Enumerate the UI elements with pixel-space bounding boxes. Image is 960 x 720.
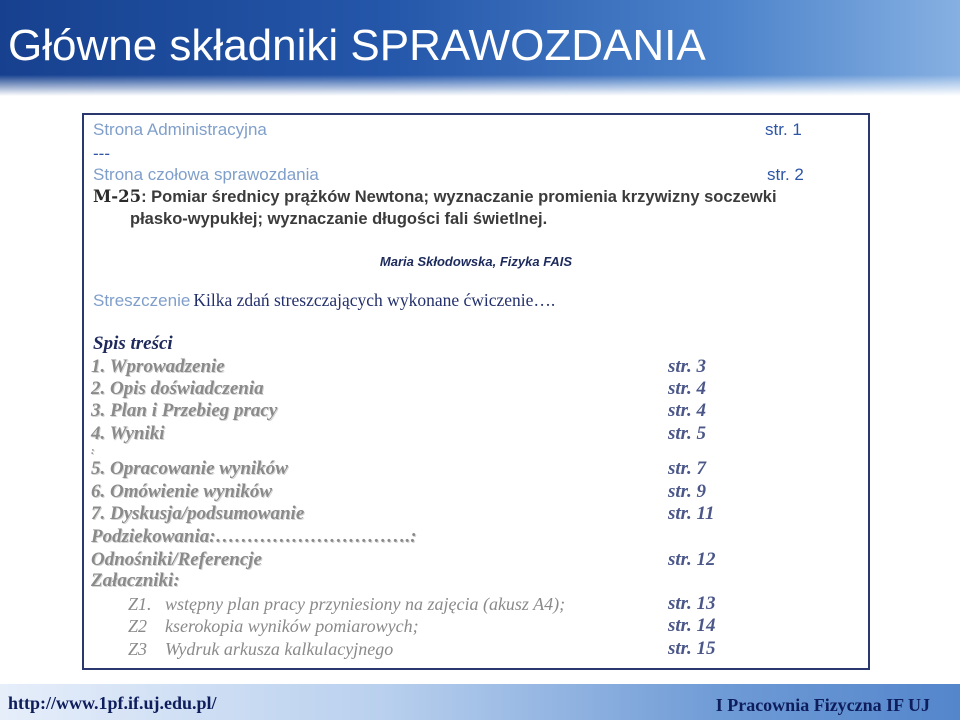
toc-item bbox=[91, 423, 791, 445]
toc-item bbox=[91, 549, 791, 571]
toc-item-label: 2. Opis doświadczenia bbox=[91, 378, 264, 399]
toc-item-label: 3. Plan i Przebieg pracy bbox=[91, 400, 278, 421]
toc-item-page: str. 7 bbox=[668, 458, 707, 479]
title-bar bbox=[0, 0, 960, 96]
toc-item-label: 5. Opracowanie wyników bbox=[91, 458, 288, 479]
abstract-line bbox=[93, 290, 555, 312]
attachment-page: str. 15 bbox=[668, 638, 716, 659]
toc-item-label: 1. Wprowadzenie bbox=[91, 356, 225, 377]
toc-item bbox=[91, 570, 791, 592]
toc-item bbox=[91, 446, 791, 458]
toc-item-label: Podziekowania:………………………….: bbox=[91, 526, 417, 547]
toc-item-page: str. 4 bbox=[668, 378, 707, 399]
attachment-code: Z3 bbox=[128, 639, 148, 659]
toc-item-label: Załaczniki: bbox=[91, 570, 180, 591]
experiment-title-line-1 bbox=[93, 186, 777, 208]
toc-item bbox=[91, 400, 791, 422]
toc-item-label: 4. Wyniki bbox=[91, 423, 165, 444]
toc-item-page: str. 9 bbox=[668, 481, 707, 502]
toc-item bbox=[91, 378, 791, 400]
toc-item-label: : bbox=[91, 446, 95, 457]
toc-item-page: str. 3 bbox=[668, 356, 707, 377]
toc-item-label: 7. Dyskusja/podsumowanie bbox=[91, 503, 305, 524]
attachment-item bbox=[128, 615, 828, 637]
toc-item bbox=[91, 526, 791, 548]
toc-item-label: 6. Omówienie wyników bbox=[91, 481, 273, 502]
experiment-title-line-2: płasko-wypukłej; wyznaczanie długości fali świetlnej. bbox=[130, 210, 548, 228]
admin-page-label: Strona Administracyjna bbox=[93, 120, 267, 139]
footer-url-link[interactable]: http://www.1pf.if.uj.edu.pl/ bbox=[8, 693, 217, 713]
toc-item bbox=[91, 503, 791, 525]
attachment-item bbox=[128, 593, 828, 615]
toc-item-page: str. 12 bbox=[668, 549, 716, 570]
author-line: Maria Skłodowska, Fizyka FAIS bbox=[379, 254, 573, 269]
toc-item-label: Odnośniki/Referencje bbox=[91, 549, 262, 570]
abstract-label: Streszczenie bbox=[93, 291, 191, 310]
attachment-text: Wydruk arkusza kalkulacyjnego bbox=[165, 639, 394, 659]
experiment-title-text: : Pomiar średnicy prążków Newtona; wyznaczanie promienia krzywizny soczewki bbox=[141, 188, 777, 206]
toc-item-page: str. 4 bbox=[668, 400, 707, 421]
admin-page-number: str. 1 bbox=[765, 120, 802, 139]
footer-bar bbox=[0, 684, 960, 720]
attachment-item bbox=[128, 638, 828, 660]
experiment-code: M-25 bbox=[93, 187, 142, 206]
attachment-text: wstępny plan pracy przyniesiony na zajęcia (akusz A4); bbox=[165, 594, 566, 614]
toc-item bbox=[91, 356, 791, 378]
cover-page-number: str. 2 bbox=[767, 165, 804, 184]
slide-title: Główne składniki SPRAWOZDANIA bbox=[8, 21, 706, 70]
attachment-page: str. 13 bbox=[668, 593, 716, 614]
report-outline-box bbox=[82, 113, 870, 670]
section-separator: --- bbox=[93, 144, 110, 163]
attachment-page: str. 14 bbox=[668, 615, 716, 636]
attachment-code: Z2 bbox=[128, 616, 148, 636]
toc-heading: Spis treści bbox=[93, 333, 173, 354]
toc-item-page: str. 11 bbox=[668, 503, 715, 524]
attachment-text: kserokopia wyników pomiarowych; bbox=[165, 616, 419, 636]
toc-item bbox=[91, 481, 791, 503]
attachment-code: Z1. bbox=[128, 594, 152, 614]
abstract-text: Kilka zdań streszczających wykonane ćwiczenie…. bbox=[193, 290, 556, 310]
toc-item-page: str. 5 bbox=[668, 423, 707, 444]
footer-institution: I Pracownia Fizyczna IF UJ bbox=[715, 695, 930, 715]
cover-page-label: Strona czołowa sprawozdania bbox=[93, 165, 319, 184]
toc-item bbox=[91, 458, 791, 480]
